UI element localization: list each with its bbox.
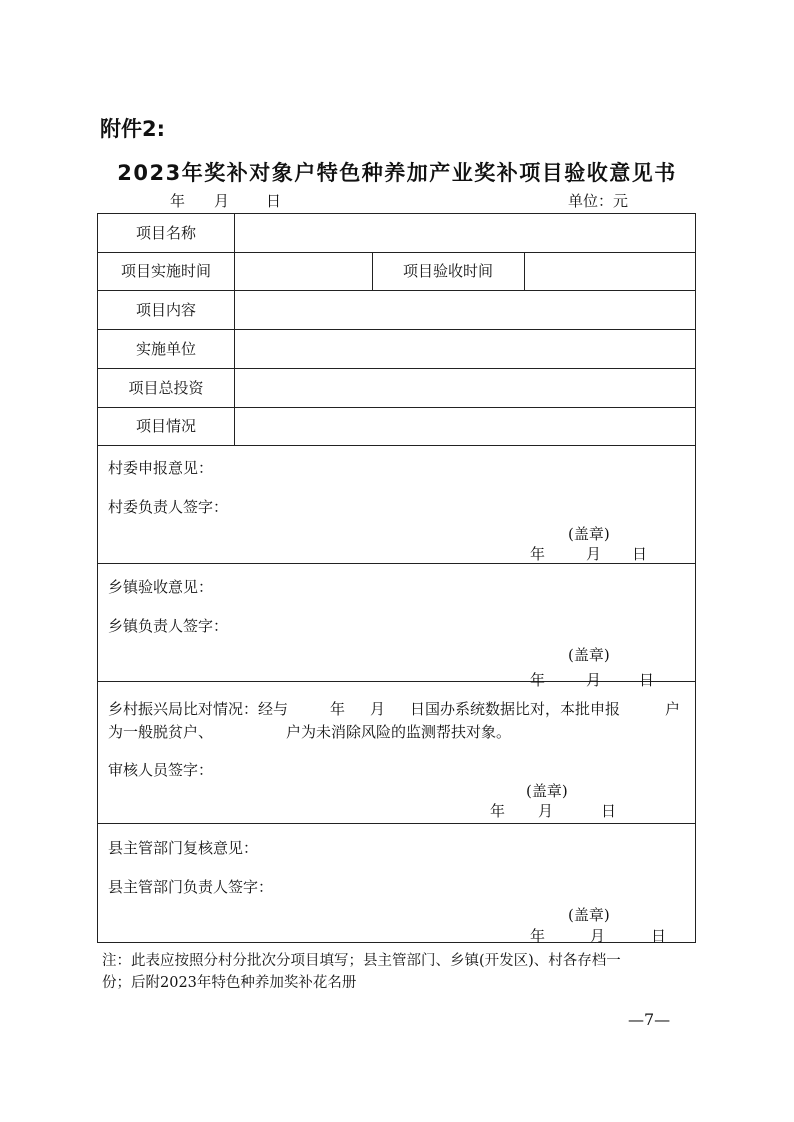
table-rule <box>98 681 695 682</box>
town-day: 日 <box>639 671 655 689</box>
table-rule <box>98 823 695 824</box>
project-name-field[interactable] <box>235 214 696 252</box>
town-signature-label: 乡镇负责人签字： <box>108 617 229 635</box>
county-opinion-label: 县主管部门复核意见： <box>108 839 259 857</box>
bureau-compare-text-start: 乡村振兴局比对情况：经与 <box>108 700 289 718</box>
county-month: 月 <box>590 927 606 945</box>
impl-time-field[interactable] <box>235 253 372 290</box>
acceptance-form-table <box>97 213 696 943</box>
village-day: 日 <box>632 545 648 563</box>
header-date-year: 年 <box>170 192 186 210</box>
bureau-compare-year: 年 <box>330 700 346 718</box>
label-content: 项目内容 <box>135 301 196 319</box>
bureau-compare-line2-start: 为一般脱贫户、 <box>108 723 214 741</box>
attachment-label: 附件2: <box>100 117 166 141</box>
header-date-day: 日 <box>266 192 282 210</box>
header-date-month: 月 <box>214 192 230 210</box>
accept-time-field[interactable] <box>525 253 696 290</box>
label-accept-time: 项目验收时间 <box>402 262 493 280</box>
bureau-day: 日 <box>601 802 617 820</box>
footnote-line-1: 注：此表应按照分村分批次分项目填写；县主管部门、乡镇(开发区)、村各存档一 <box>102 953 621 969</box>
table-rule <box>98 563 695 564</box>
situation-field[interactable] <box>235 408 696 445</box>
town-opinion-label: 乡镇验收意见： <box>108 578 214 596</box>
footnote-line-2: 份；后附2023年特色种养加奖补花名册 <box>102 975 357 991</box>
county-year: 年 <box>530 927 546 945</box>
county-day: 日 <box>651 927 667 945</box>
bureau-compare-month: 月 <box>370 700 386 718</box>
village-month: 月 <box>586 545 602 563</box>
county-seal-label: (盖章) <box>568 906 610 924</box>
bureau-month: 月 <box>538 802 554 820</box>
bureau-compare-hu: 户 <box>665 700 681 718</box>
bureau-signature-label: 审核人员签字： <box>108 761 214 779</box>
label-impl-unit: 实施单位 <box>135 340 196 358</box>
table-rule <box>98 445 695 446</box>
bureau-seal-label: (盖章) <box>526 782 568 800</box>
village-signature-label: 村委负责人签字： <box>108 498 229 516</box>
label-situation: 项目情况 <box>135 417 196 435</box>
town-seal-label: (盖章) <box>568 646 610 664</box>
label-impl-time: 项目实施时间 <box>120 262 211 280</box>
label-project-name: 项目名称 <box>135 224 196 242</box>
impl-unit-field[interactable] <box>235 330 696 368</box>
village-year: 年 <box>530 545 546 563</box>
unit-label: 单位：元 <box>568 192 629 210</box>
bureau-year: 年 <box>490 802 506 820</box>
page-title: 2023年奖补对象户特色种养加产业奖补项目验收意见书 <box>117 161 677 185</box>
bureau-compare-text-mid: 日国办系统数据比对，本批申报 <box>410 700 621 718</box>
town-year: 年 <box>530 671 546 689</box>
content-field[interactable] <box>235 291 696 329</box>
investment-field[interactable] <box>235 369 696 407</box>
county-signature-label: 县主管部门负责人签字： <box>108 878 274 896</box>
bureau-compare-line2-end: 户为未消除风险的监测帮扶对象。 <box>286 723 512 741</box>
town-month: 月 <box>586 671 602 689</box>
page-number: —7— <box>628 1010 671 1029</box>
label-investment: 项目总投资 <box>128 379 204 397</box>
footnote <box>102 950 702 994</box>
village-opinion-label: 村委申报意见： <box>108 459 214 477</box>
village-seal-label: (盖章) <box>568 525 610 543</box>
